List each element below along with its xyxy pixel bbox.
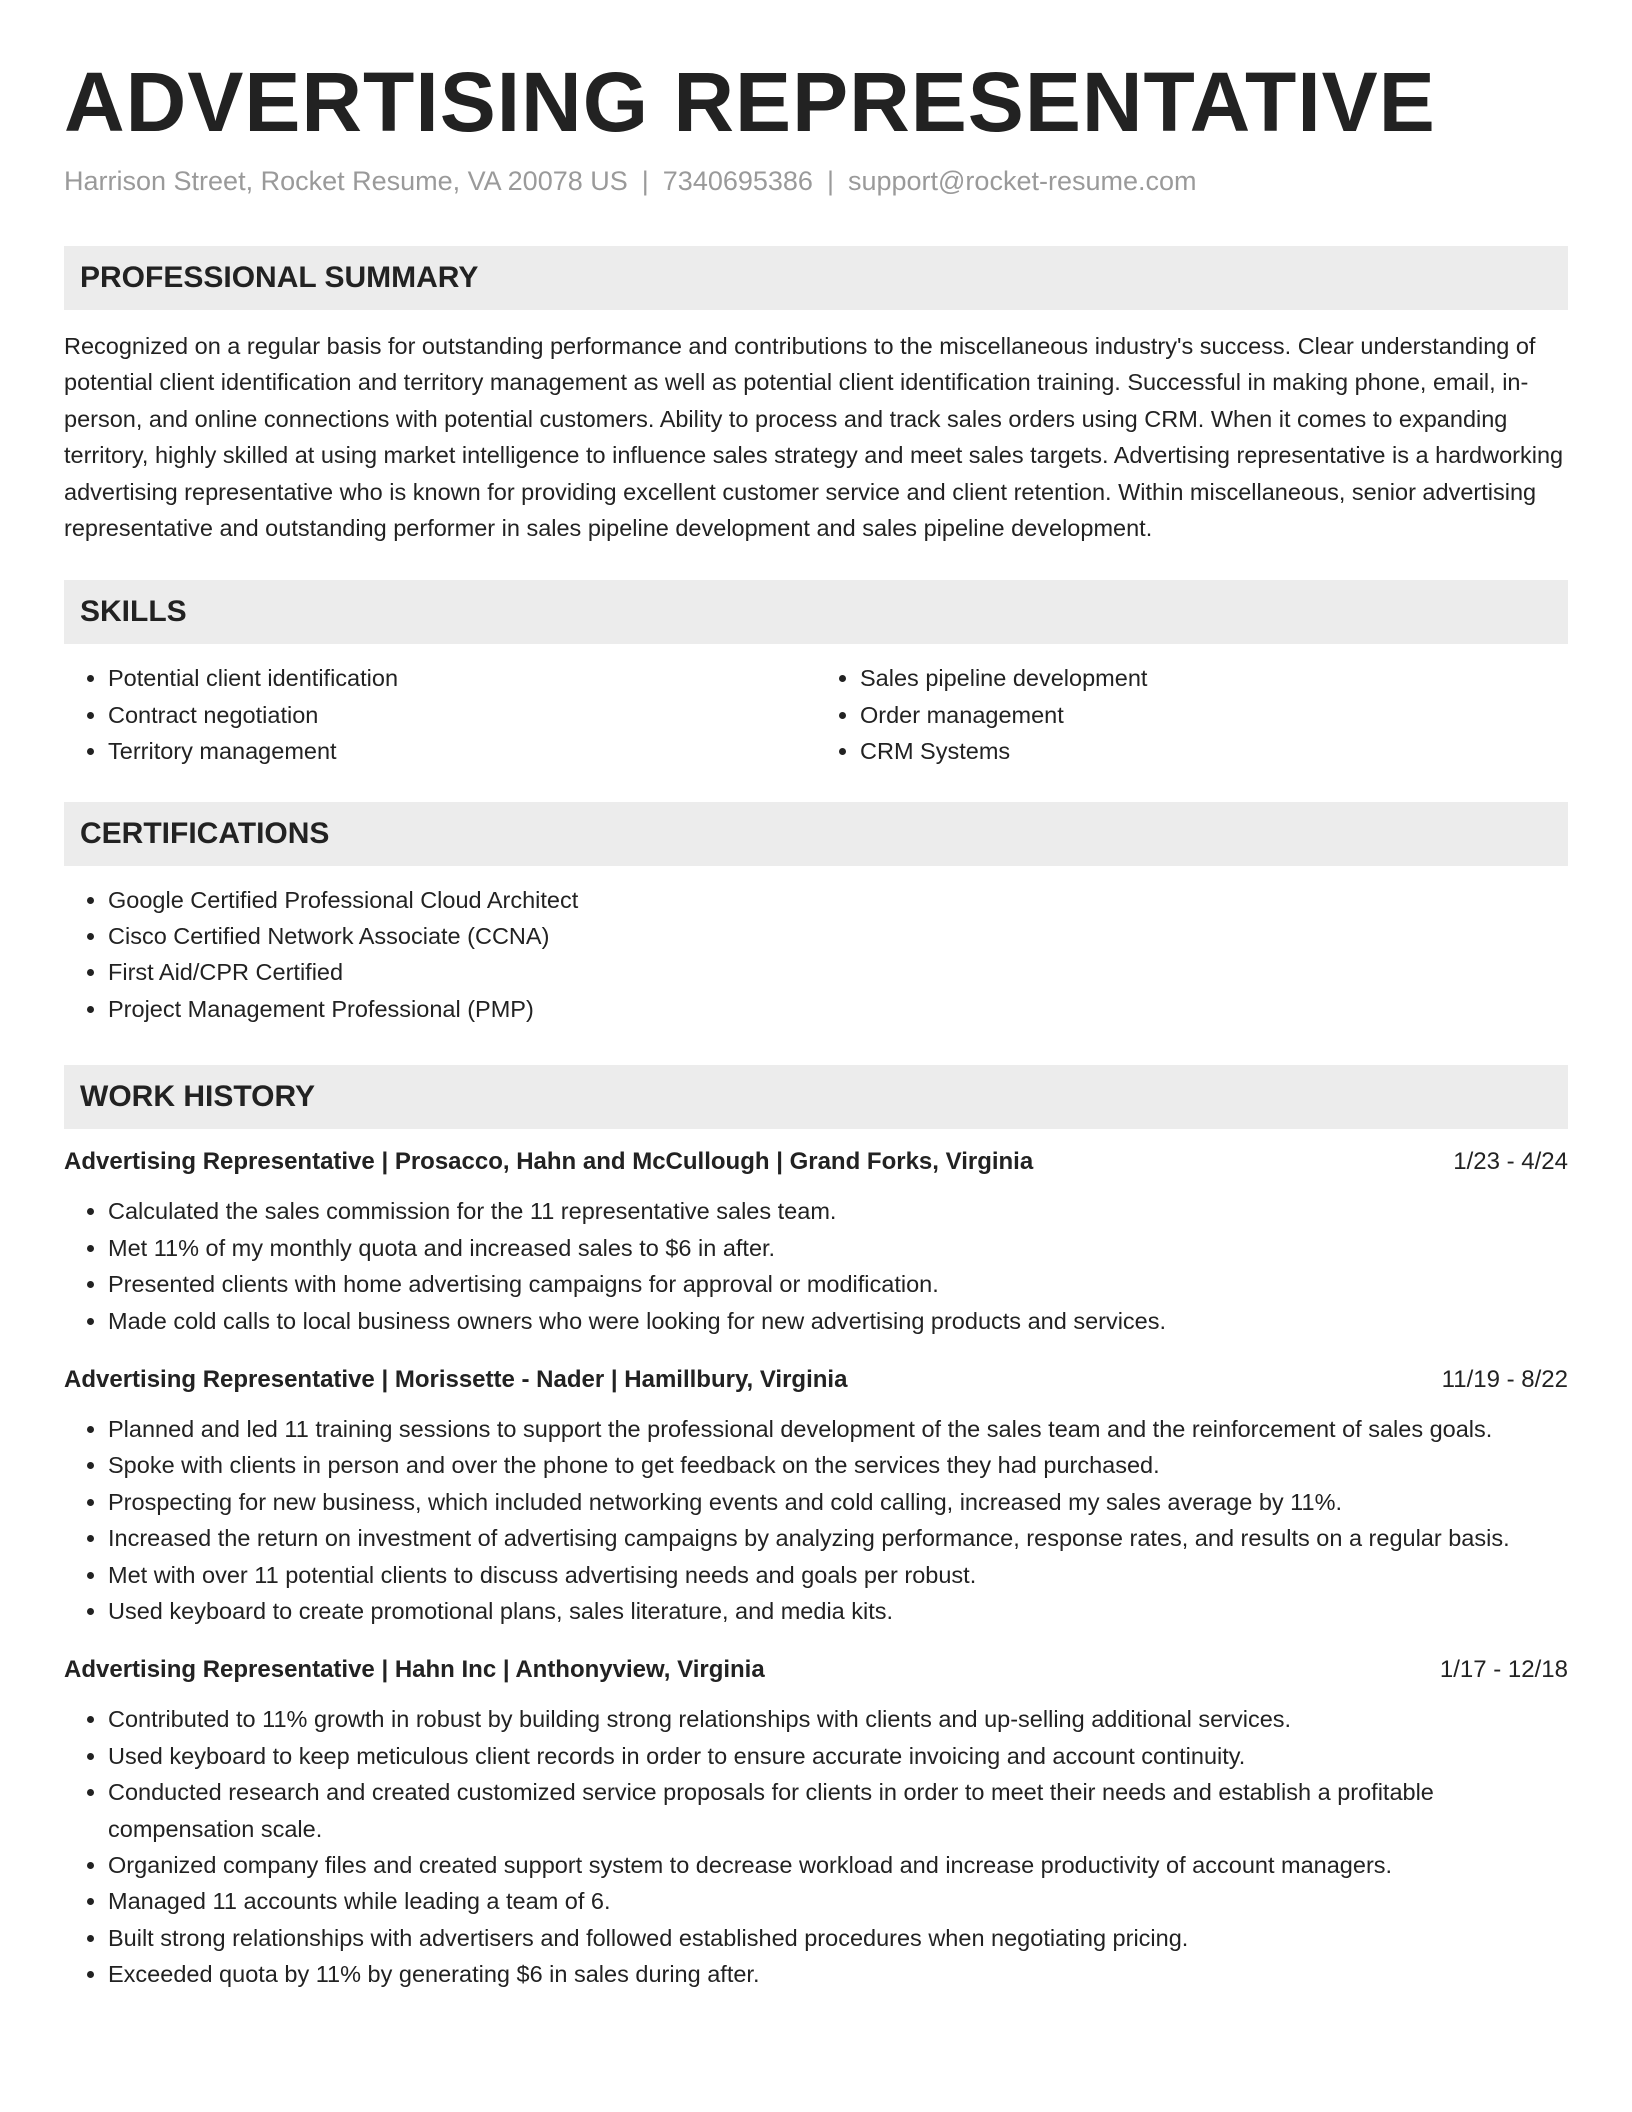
job-bullet: • Conducted research and created customized service proposals for clients in order to meet their needs and establish a profitable compensation scale. bbox=[108, 1774, 1568, 1847]
job-bullet: • Made cold calls to local business owners who were looking for new advertising products and services. bbox=[108, 1303, 1568, 1339]
job-header bbox=[64, 1653, 1568, 1687]
job-bullet: • Used keyboard to keep meticulous client records in order to ensure accurate invoicing and account continuity. bbox=[108, 1738, 1568, 1774]
candidate-name: ADVERTISING REPRESENTATIVE bbox=[64, 55, 1436, 149]
contact-email[interactable]: support@rocket-resume.com bbox=[847, 166, 1197, 196]
contact-line bbox=[64, 164, 1568, 198]
job-entry bbox=[64, 1145, 1568, 1339]
skills-list-right bbox=[816, 660, 1568, 769]
job-title-company: Advertising Representative | Morissette - Nader | Hamillbury, Virginia bbox=[64, 1365, 848, 1393]
contact-separator: | bbox=[826, 166, 834, 196]
certification-item: • First Aid/CPR Certified bbox=[108, 954, 1568, 990]
job-bullet: • Prospecting for new business, which included networking events and cold calling, increased my sales average by 11%. bbox=[108, 1484, 1568, 1520]
work-history-heading: WORK HISTORY bbox=[64, 1065, 1568, 1129]
contact-separator: | bbox=[641, 166, 649, 196]
skills-grid bbox=[64, 660, 1568, 769]
skill-item: • Sales pipeline development bbox=[860, 660, 1568, 696]
job-bullets bbox=[64, 1193, 1568, 1339]
job-bullet: • Used keyboard to create promotional plans, sales literature, and media kits. bbox=[108, 1593, 1568, 1629]
certification-item: • Google Certified Professional Cloud Architect bbox=[108, 882, 1568, 918]
certification-item: • Cisco Certified Network Associate (CCNA) bbox=[108, 918, 1568, 954]
summary-heading: PROFESSIONAL SUMMARY bbox=[64, 246, 1568, 310]
job-bullets bbox=[64, 1411, 1568, 1629]
job-header bbox=[64, 1363, 1568, 1397]
job-bullet: • Managed 11 accounts while leading a team of 6. bbox=[108, 1883, 1568, 1919]
job-bullet: • Calculated the sales commission for the 11 representative sales team. bbox=[108, 1193, 1568, 1229]
certifications-section bbox=[64, 802, 1568, 1028]
job-bullet: • Met with over 11 potential clients to discuss advertising needs and goals per robust. bbox=[108, 1557, 1568, 1593]
skill-item: • Potential client identification bbox=[108, 660, 816, 696]
skills-heading: SKILLS bbox=[64, 580, 1568, 644]
job-dates: 1/23 - 4/24 bbox=[1453, 1148, 1568, 1176]
job-bullet: • Exceeded quota by 11% by generating $6 in sales during after. bbox=[108, 1956, 1568, 1992]
job-entry bbox=[64, 1363, 1568, 1629]
skill-item: • CRM Systems bbox=[860, 733, 1568, 769]
job-bullet: • Planned and led 11 training sessions to support the professional development of the sales team and the reinforcement of sales goals. bbox=[108, 1411, 1568, 1447]
job-dates: 1/17 - 12/18 bbox=[1439, 1656, 1568, 1684]
job-bullet: • Spoke with clients in person and over the phone to get feedback on the services they had purchased. bbox=[108, 1447, 1568, 1483]
skill-item: • Territory management bbox=[108, 733, 816, 769]
summary-section bbox=[64, 246, 1568, 546]
job-bullet: • Increased the return on investment of advertising campaigns by analyzing performance, response rates, and results on a regular basis. bbox=[108, 1520, 1568, 1556]
job-bullet: • Built strong relationships with advertisers and followed established procedures when negotiating pricing. bbox=[108, 1920, 1568, 1956]
job-dates: 11/19 - 8/22 bbox=[1441, 1365, 1568, 1393]
skill-item: • Contract negotiation bbox=[108, 697, 816, 733]
job-title-company: Advertising Representative | Hahn Inc | Anthonyview, Virginia bbox=[64, 1656, 765, 1684]
skill-item: • Order management bbox=[860, 697, 1568, 733]
certification-item: • Project Management Professional (PMP) bbox=[108, 991, 1568, 1027]
job-title-company: Advertising Representative | Prosacco, Hahn and McCullough | Grand Forks, Virginia bbox=[64, 1148, 1034, 1176]
certifications-heading: CERTIFICATIONS bbox=[64, 802, 1568, 866]
certifications-list bbox=[64, 882, 1568, 1028]
contact-address: Harrison Street, Rocket Resume, VA 20078 US bbox=[64, 166, 628, 196]
job-entry bbox=[64, 1653, 1568, 1992]
skills-list-left bbox=[64, 660, 816, 769]
summary-text: Recognized on a regular basis for outstanding performance and contributions to the miscellaneous industry's success. Clear understanding of potential client identification and territory management as well as potential client identification training. Successful in making phone, email, in-person, and online connections with potential customers. Ability to process and track sales orders using CRM. When it comes to expanding territory, highly skilled at using market intelligence to influence sales strategy and meet sales targets. Advertising representative is a hardworking advertising representative who is known for providing excellent customer service and client retention. Within miscellaneous, senior advertising representative and outstanding performer in sales pipeline development and sales pipeline development. bbox=[64, 333, 1564, 542]
skills-section bbox=[64, 580, 1568, 769]
job-bullet: • Organized company files and created support system to decrease workload and increase productivity of account managers. bbox=[108, 1847, 1568, 1883]
work-history-section bbox=[64, 1065, 1568, 1992]
job-bullet: • Contributed to 11% growth in robust by building strong relationships with clients and up-selling additional services. bbox=[108, 1701, 1568, 1737]
job-bullets bbox=[64, 1701, 1568, 1992]
job-bullet: • Met 11% of my monthly quota and increased sales to $6 in after. bbox=[108, 1230, 1568, 1266]
job-bullet: • Presented clients with home advertising campaigns for approval or modification. bbox=[108, 1266, 1568, 1302]
contact-phone: 7340695386 bbox=[662, 166, 813, 196]
job-header bbox=[64, 1145, 1568, 1179]
